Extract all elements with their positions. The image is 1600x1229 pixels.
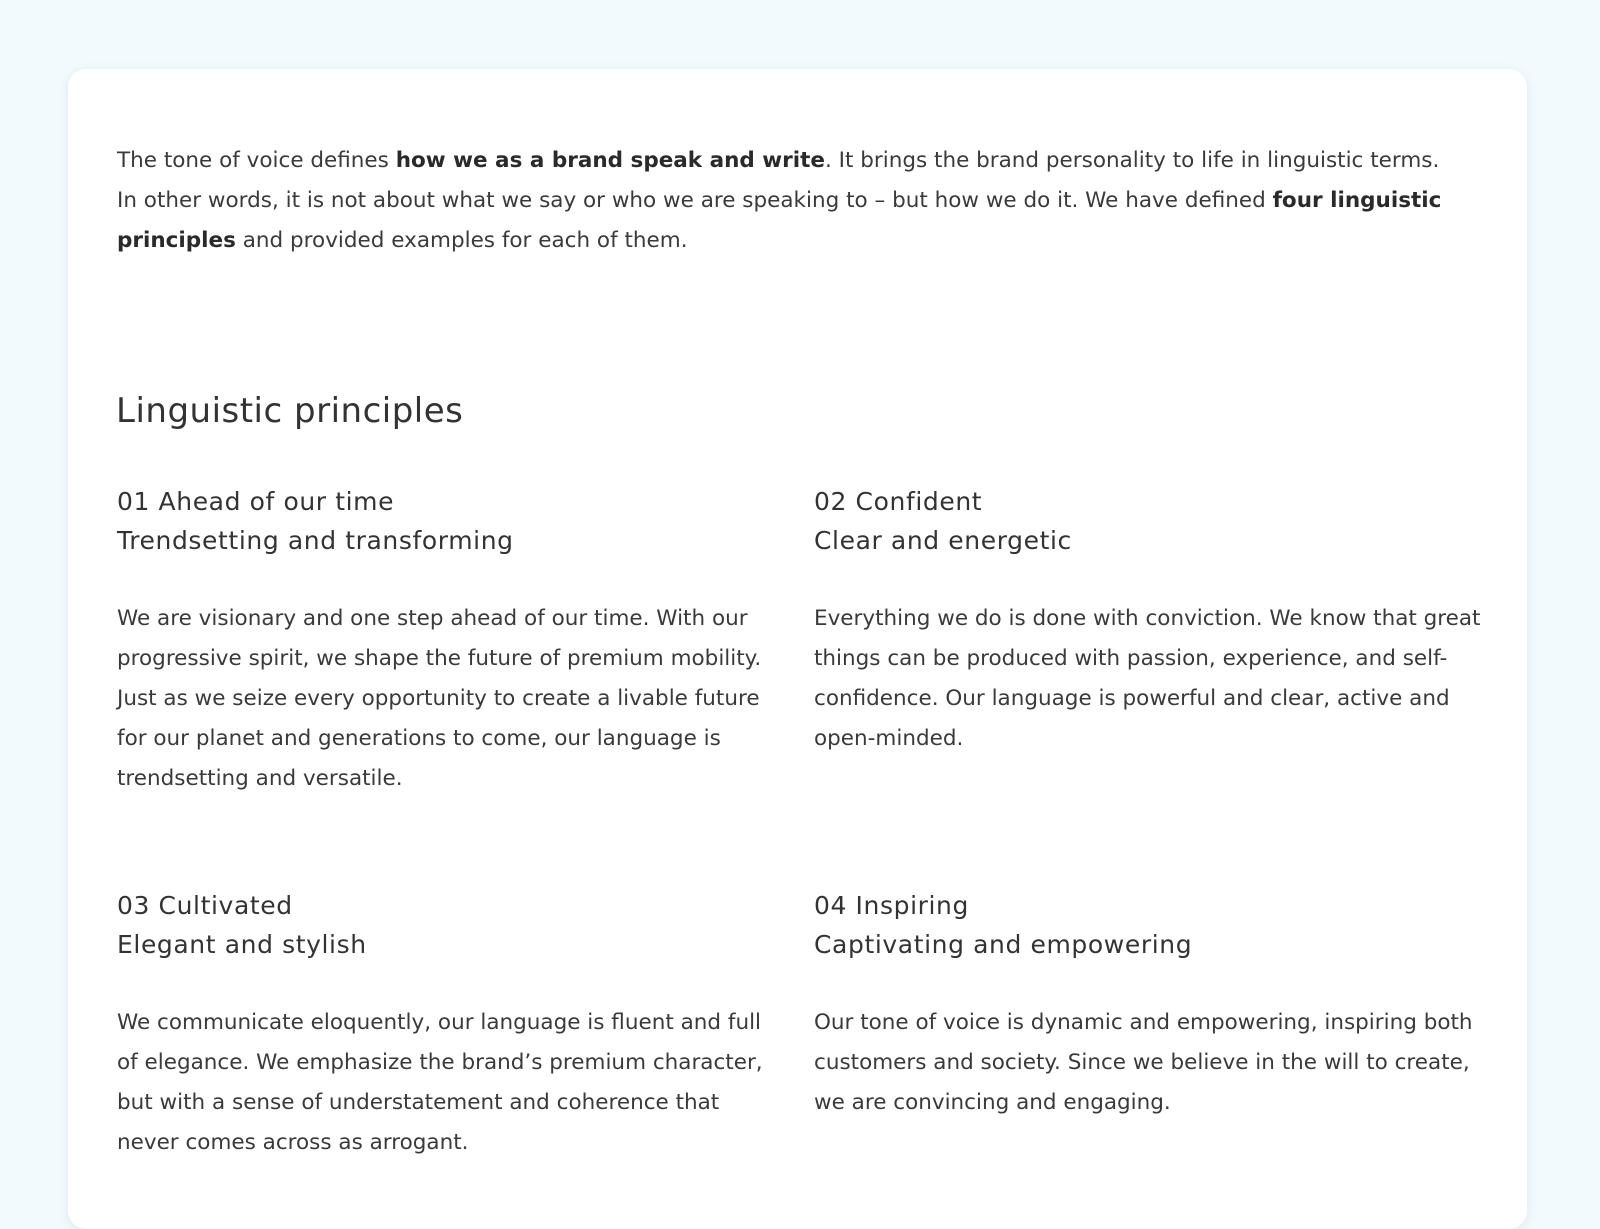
intro-paragraph (117, 141, 1457, 261)
principle-title: 04 Inspiring (814, 891, 969, 920)
principle-03 (117, 886, 787, 1163)
principle-title: 03 Cultivated (117, 891, 293, 920)
principle-title: 01 Ahead of our time (117, 487, 395, 516)
principle-title: 02 Confident (814, 487, 983, 516)
intro-bold-2: four linguistic principles (117, 188, 1442, 253)
section-title: Linguistic principles (116, 391, 464, 431)
principle-04 (814, 886, 1484, 1123)
intro-text-2: . It brings the brand personality to life in linguistic terms. In other words, it is not about what we say or who we are speaking to – but how we do it. We have defined (117, 148, 1440, 213)
principle-body: Everything we do is done with conviction. We know that great things can be produced with passion, experience, and self-confidence. Our language is powerful and clear, active and open-minded. (814, 606, 1481, 751)
principle-heading (117, 482, 787, 560)
principle-body: Our tone of voice is dynamic and empowering, inspiring both customers and society. Since we believe in the will to create, we are convincing and engaging. (814, 1010, 1473, 1115)
principle-subtitle: Elegant and stylish (117, 930, 367, 959)
principle-01 (117, 482, 787, 799)
principle-02 (814, 482, 1484, 759)
intro-bold-1: how we as a brand speak and write (395, 148, 825, 173)
intro-text-3: and provided examples for each of them. (235, 228, 688, 253)
principle-heading (814, 886, 1484, 964)
principle-heading (117, 886, 787, 964)
principle-heading (814, 482, 1484, 560)
intro-text-1: The tone of voice defines (117, 148, 396, 173)
principle-body: We are visionary and one step ahead of our time. With our progressive spirit, we shape the future of premium mobility. Just as we seize every opportunity to create a livable future for our planet and generations to come, our language is trendsetting and versatile. (117, 606, 762, 791)
content-card (68, 69, 1527, 1229)
principle-body: We communicate eloquently, our language is fluent and full of elegance. We emphasize the brand’s premium character, but with a sense of understatement and coherence that never comes across as arrogant. (117, 1010, 763, 1155)
principle-subtitle: Captivating and empowering (814, 930, 1193, 959)
principle-subtitle: Clear and energetic (814, 526, 1072, 555)
principle-subtitle: Trendsetting and transforming (117, 526, 514, 555)
